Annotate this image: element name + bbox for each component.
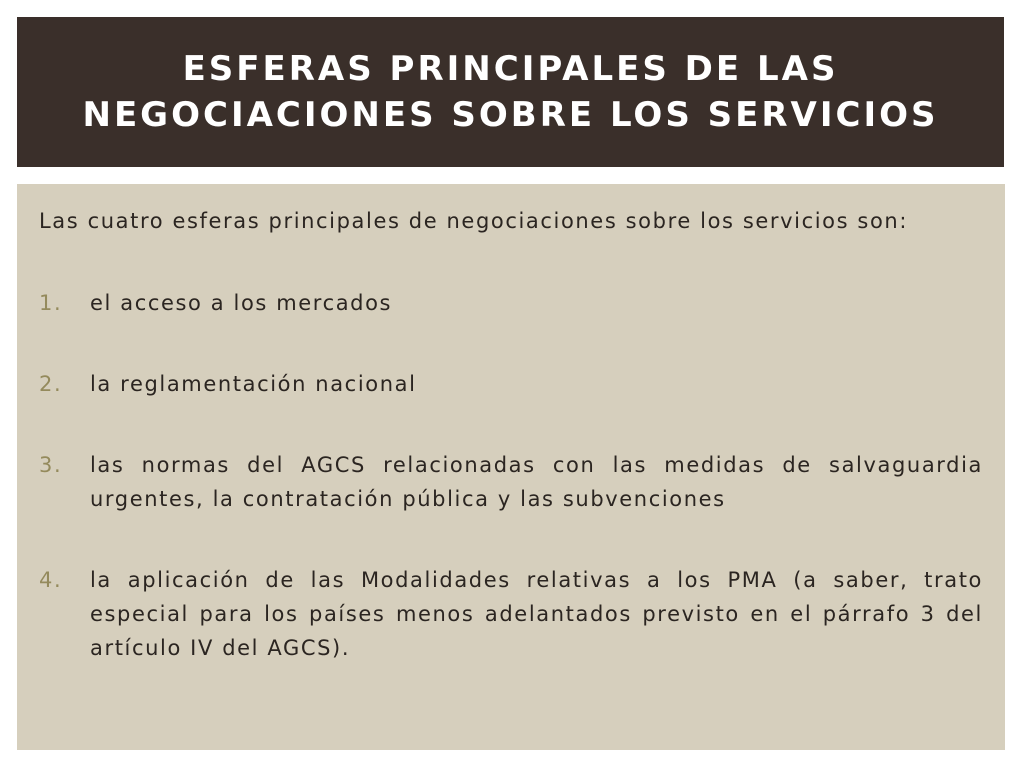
slide-content [17,184,1005,750]
list-item-text: la aplicación de las Modalidades relativas a los PMA (a saber, trato especial para los países menos adelantados previsto en el párrafo 3 del artículo IV del AGCS). [90,568,983,660]
list-item-number: 4. [39,568,63,592]
numbered-list [39,286,983,665]
slide-title [83,46,939,138]
list-item-number: 2. [39,372,63,396]
list-item [39,563,983,665]
list-item-text: las normas del AGCS relacionadas con las medidas de salvaguardia urgentes, la contratación pública y las subvenciones [90,453,983,511]
list-item [39,367,983,401]
slide-title-line-1: ESFERAS PRINCIPALES DE LAS [182,49,839,89]
list-item-number: 3. [39,453,63,477]
list-item [39,286,983,320]
list-item-number: 1. [39,291,63,315]
list-item-text: la reglamentación nacional [90,372,417,396]
slide-title-bar [17,17,1004,167]
list-item [39,448,983,516]
slide-title-line-2: NEGOCIACIONES SOBRE LOS SERVICIOS [82,95,939,135]
list-item-text: el acceso a los mercados [90,291,393,315]
intro-text: Las cuatro esferas principales de negociaciones sobre los servicios son: [39,209,909,233]
